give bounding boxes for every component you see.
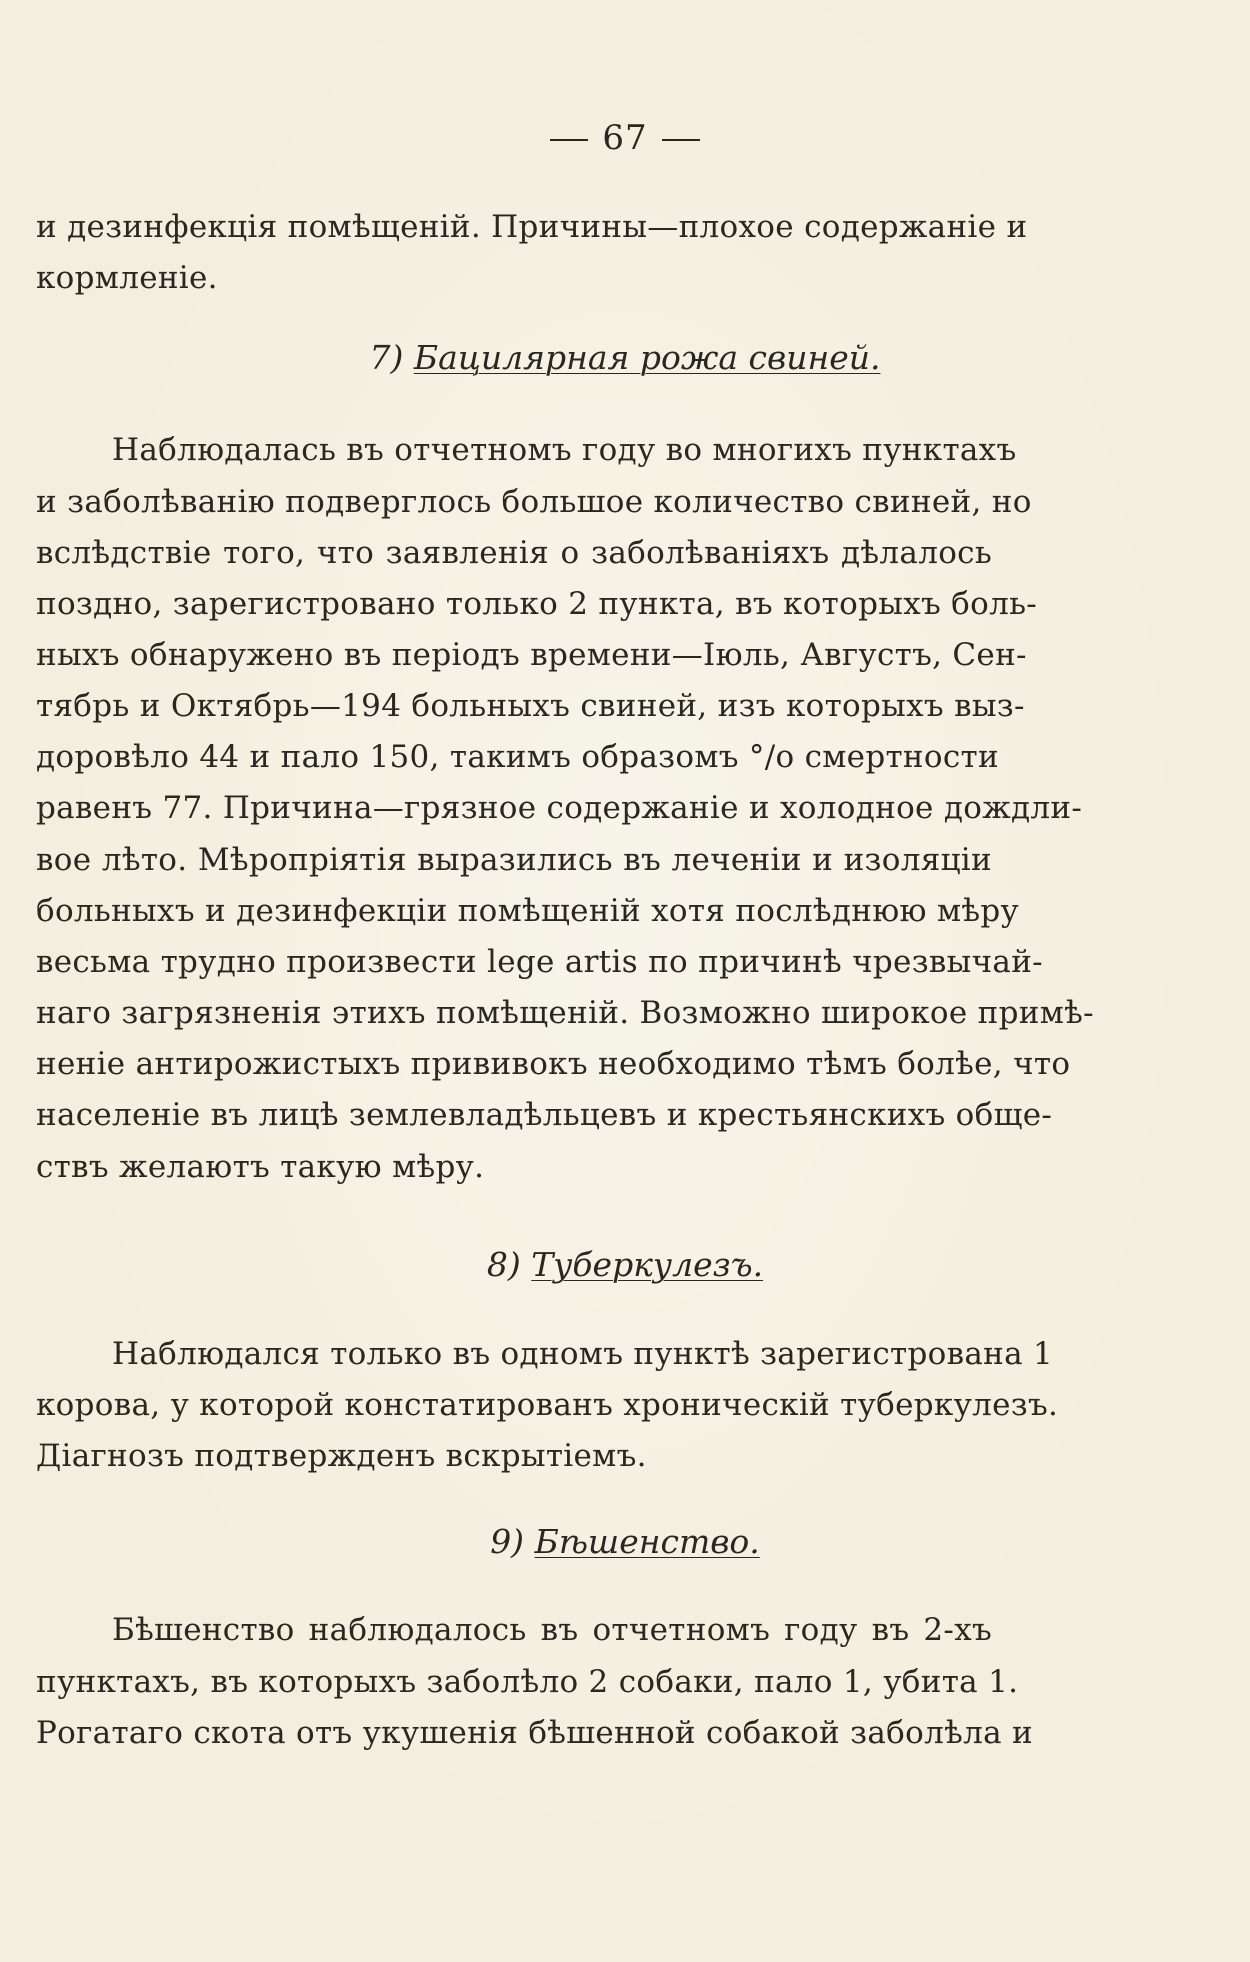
section-heading-7 <box>0 338 1250 378</box>
text-line: неніе антирожистыхъ прививокъ необходимо тѣмъ болѣе, что <box>36 1046 1071 1082</box>
text-line: ныхъ обнаружено въ періодъ времени—Іюль, Августъ, Сен- <box>36 637 1027 673</box>
heading-title: Туберкулезъ. <box>531 1245 764 1284</box>
section-heading-8 <box>0 1245 1250 1285</box>
text-line: кормленіе. <box>36 260 218 296</box>
text-line: и заболѣванію подверглось большое количество свиней, но <box>36 484 1032 520</box>
dash-right <box>662 139 700 141</box>
text-line: Діагнозъ подтвержденъ вскрытіемъ. <box>36 1438 647 1474</box>
text-line: Наблюдалась въ отчетномъ году во многихъ пунктахъ <box>112 432 1017 468</box>
page-number-text: 67 <box>602 118 648 158</box>
heading-number: 8) <box>486 1245 521 1284</box>
text-line: поздно, зарегистровано только 2 пункта, въ которыхъ боль- <box>36 586 1038 622</box>
page-number <box>0 118 1250 158</box>
text-line: пунктахъ, въ которыхъ заболѣло 2 собаки, пало 1, убита 1. <box>36 1664 1019 1700</box>
text-line: равенъ 77. Причина—грязное содержаніе и холодное дождли- <box>36 790 1083 826</box>
text-line: вое лѣто. Мѣропріятія выразились въ леченіи и изоляціи <box>36 842 992 878</box>
text-line: вслѣдствіе того, что заявленія о заболѣваніяхъ дѣлалось <box>36 535 992 571</box>
section-heading-9 <box>0 1522 1250 1562</box>
heading-number: 7) <box>369 338 404 377</box>
text-line: корова, у которой констатированъ хроническій туберкулезъ. <box>36 1387 1059 1423</box>
heading-number: 9) <box>490 1522 525 1561</box>
heading-title: Бацилярная рожа свиней. <box>413 338 881 377</box>
text-line: Рогатаго скота отъ укушенія бѣшенной собакой заболѣла и <box>36 1715 1033 1751</box>
text-line: больныхъ и дезинфекціи помѣщеній хотя послѣднюю мѣру <box>36 893 1020 929</box>
dash-left <box>550 139 588 141</box>
text-line: тябрь и Октябрь—194 больныхъ свиней, изъ которыхъ выз- <box>36 688 1025 724</box>
text-line: доровѣло 44 и пало 150, такимъ образомъ °/o смертности <box>36 739 999 775</box>
text-line: весьма трудно произвести lege artis по причинѣ чрезвычай- <box>36 944 1043 980</box>
text-line: Бѣшенство наблюдалось въ отчетномъ году въ 2-хъ <box>112 1612 992 1648</box>
text-line: наго загрязненія этихъ помѣщеній. Возможно широкое примѣ- <box>36 995 1094 1031</box>
heading-title: Бѣшенство. <box>534 1522 760 1561</box>
text-line: ствъ желаютъ такую мѣру. <box>36 1149 485 1185</box>
text-line: Наблюдался только въ одномъ пунктѣ зарегистрована 1 <box>112 1336 1054 1372</box>
text-line: и дезинфекція помѣщеній. Причины—плохое содержаніе и <box>36 209 1028 245</box>
text-line: населеніе въ лицѣ землевладѣльцевъ и крестьянскихъ обще- <box>36 1097 1053 1133</box>
